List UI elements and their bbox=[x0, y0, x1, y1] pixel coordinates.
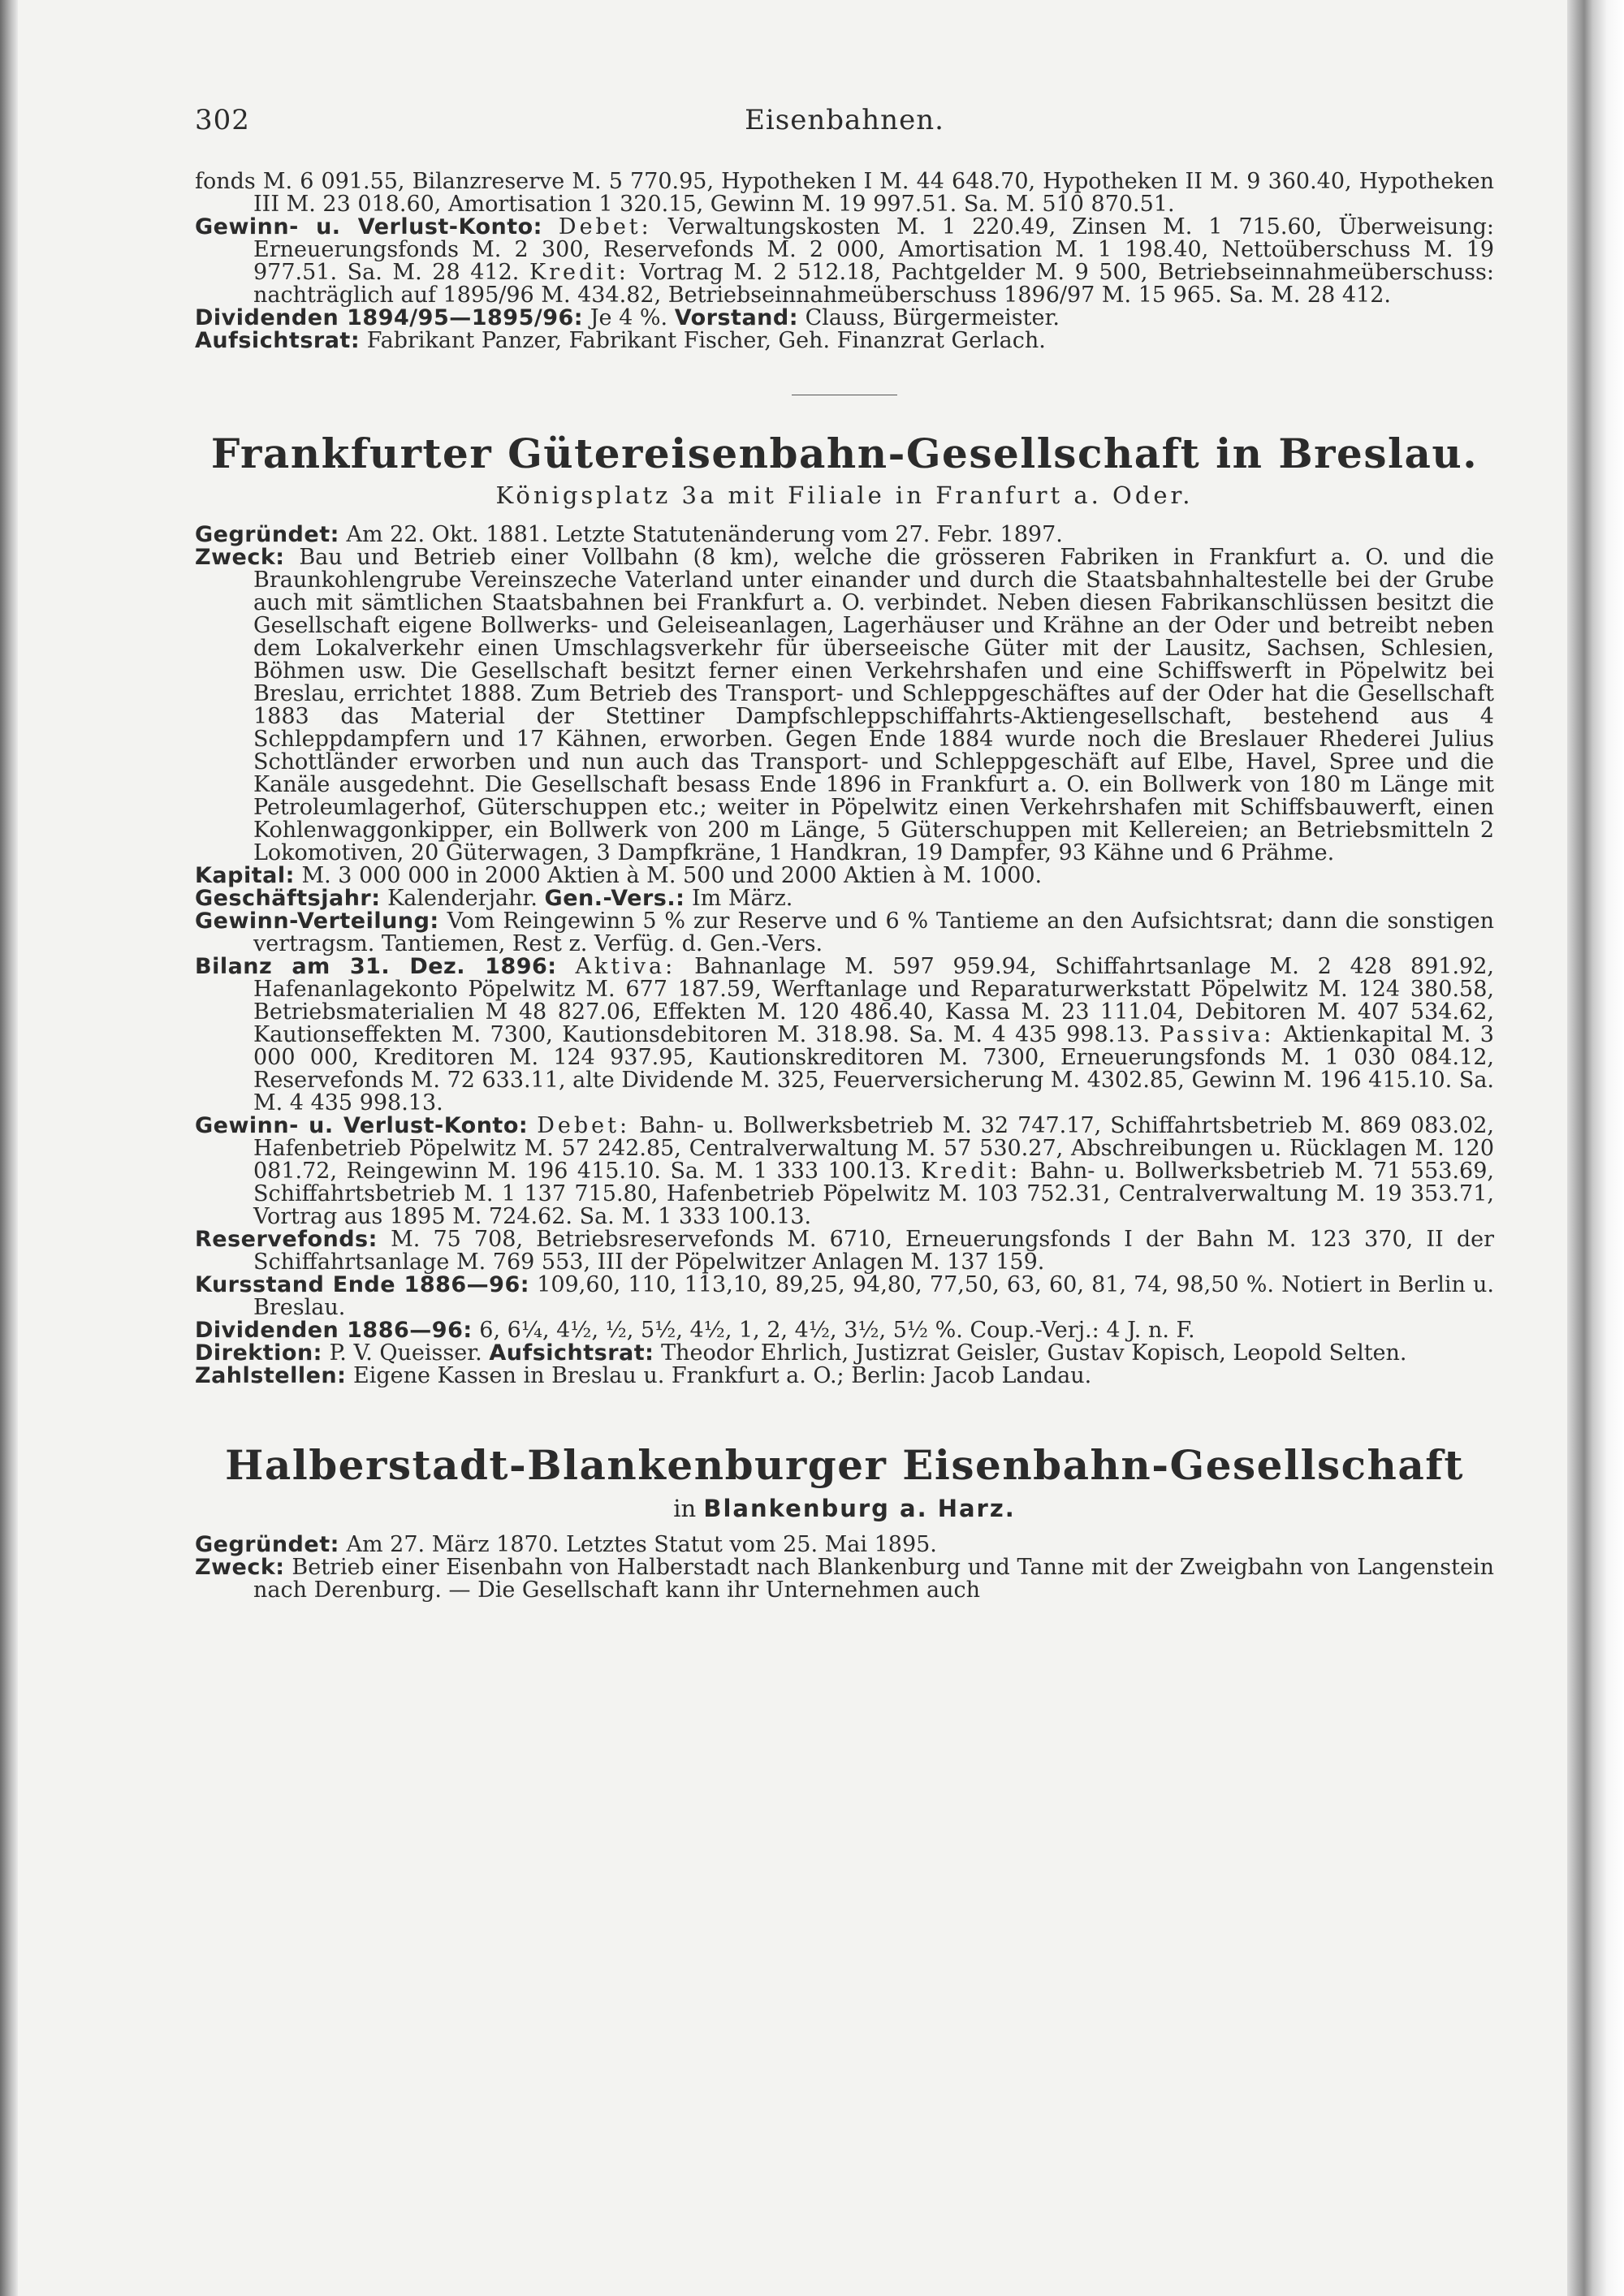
genvers-text: Im März. bbox=[692, 886, 793, 911]
hb-zweck-label: Zweck: bbox=[195, 1555, 285, 1580]
bilanz-passiva-text: Aktienkapital M. 3 000 000, Kreditoren M. 124 937.95, Kautionskreditoren M. 7300, Erneuerungsfonds M. 1 030 084.12, Reservefonds M. 72 633.11, alte Dividende M. 325, Feuerversicherung M. 4302.85, Gewinn M. 196 415.10. Sa. M. 4 435 998.13. bbox=[253, 1022, 1494, 1116]
genvers-label: Gen.-Vers.: bbox=[544, 886, 685, 911]
scan-edge-left bbox=[0, 0, 18, 2296]
bilanz-entry bbox=[195, 956, 1494, 1115]
page-header bbox=[195, 104, 1494, 136]
gegruendet-entry bbox=[195, 524, 1494, 546]
gewinn-verteilung-entry bbox=[195, 910, 1494, 956]
prev-guv-entry bbox=[195, 216, 1494, 307]
gegruendet-label: Gegründet: bbox=[195, 522, 339, 547]
gewinn-verteilung-text: Vom Reingewinn 5 % zur Reserve und 6 % Tantieme an den Aufsichtsrat; dann die sonstigen vertragsm. Tantiemen, Rest z. Verfüg. d. Gen.-Vers. bbox=[253, 908, 1494, 956]
guv-debet-text: Bahn- u. Bollwerksbetrieb M. 32 747.17, Schiffahrtsbetrieb M. 869 083.02, Hafenbetrieb Pöpelwitz M. 57 242.85, Centralverwaltung M. 57 530.27, Abschreibungen u. Rücklagen M. 120 081.72, Reingewinn M. 196 415.10. Sa. M. 1 333 100.13. bbox=[253, 1113, 1494, 1184]
zweck-label: Zweck: bbox=[195, 545, 285, 570]
prev-dividend-label: Dividenden 1894/95—1895/96: bbox=[195, 305, 584, 330]
location-prefix: in bbox=[673, 1495, 697, 1522]
running-title: Eisenbahnen. bbox=[745, 104, 944, 136]
direktion-text: P. V. Queisser. bbox=[329, 1340, 482, 1366]
prev-guv-text2: Vortrag M. 2 512.18, Pachtgelder M. 9 500, Betriebseinnahmeüberschuss: nachträglich auf 1895/96 M. 434.82, Betriebseinnahmeüberschuss 1896/97 M. 15 965. Sa. M. 28 412. bbox=[253, 260, 1494, 308]
aufsichtsrat-text: Theodor Ehrlich, Justizrat Geisler, Gustav Kopisch, Leopold Selten. bbox=[661, 1340, 1407, 1366]
prev-aufsichtsrat-entry bbox=[195, 330, 1494, 352]
prev-dividend-text: Je 4 %. bbox=[590, 305, 668, 330]
zahlstellen-entry bbox=[195, 1365, 1494, 1388]
company-address-frankfurt: Königsplatz 3a mit Filiale in Franfurt a. Oder. bbox=[495, 481, 1194, 509]
guv-kredit-text: Bahn- u. Bollwerksbetrieb M. 71 553.69, Schiffahrtsbetrieb M. 1 137 715.80, Hafenbetrieb Pöpelwitz M. 103 752.31, Centralverwaltung M. 19 353.71, Vortrag aus 1895 M. 724.62. Sa. M. 1 333 100.13. bbox=[253, 1159, 1494, 1229]
prev-guv-debet: Debet: bbox=[558, 214, 652, 240]
zahlstellen-text: Eigene Kassen in Breslau u. Frankfurt a. O.; Berlin: Jacob Landau. bbox=[353, 1363, 1092, 1388]
dividenden-text: 6, 6¼, 4½, ½, 5½, 4½, 1, 2, 4½, 3½, 5½ %. Coup.-Verj.: 4 J. n. F. bbox=[479, 1318, 1195, 1343]
prev-guv-text1: Verwaltungskosten M. 1 220.49, Zinsen M. 1 715.60, Überweisung: Erneuerungsfonds M. 2 300, Reservefonds M. 2 000, Amortisation M. 1 198.40, Nettoüberschuss M. 19 977.51. Sa. M. 28 412. bbox=[253, 214, 1494, 285]
prev-dividend-entry bbox=[195, 307, 1494, 330]
prev-fonds-entry bbox=[195, 170, 1494, 216]
reservefonds-text: M. 75 708, Betriebsreservefonds M. 6710, Erneuerungsfonds I der Bahn M. 123 370, II der Schiffahrtsanlage M. 769 553, III der Pöpelwitzer Anlagen M. 137 159. bbox=[253, 1227, 1494, 1275]
direktion-label: Direktion: bbox=[195, 1340, 322, 1366]
geschaeftsjahr-text: Kalenderjahr. bbox=[387, 886, 538, 911]
hb-gegruendet-label: Gegründet: bbox=[195, 1532, 339, 1557]
location-place: Blankenburg a. Harz. bbox=[703, 1495, 1016, 1522]
hb-gegruendet-entry bbox=[195, 1534, 1494, 1556]
kursstand-label: Kursstand Ende 1886—96: bbox=[195, 1272, 530, 1297]
prev-aufsichtsrat-text: Fabrikant Panzer, Fabrikant Fischer, Geh. Finanzrat Gerlach. bbox=[366, 328, 1046, 353]
zweck-entry bbox=[195, 546, 1494, 865]
prev-guv-label: Gewinn- u. Verlust-Konto: bbox=[195, 214, 542, 240]
hb-zweck-text: Betrieb einer Eisenbahn von Halberstadt nach Blankenburg und Tanne mit der Zweigbahn von Langenstein nach Derenburg. — Die Gesellschaft kann ihr Unternehmen auch bbox=[253, 1555, 1494, 1603]
page-body bbox=[195, 170, 1494, 1602]
bilanz-aktiva-label: Aktiva: bbox=[575, 954, 676, 979]
guv-debet-label: Debet: bbox=[537, 1113, 631, 1138]
section-gap bbox=[195, 1388, 1494, 1443]
company-title-frankfurt: Frankfurter Gütereisenbahn-Gesellschaft in Breslau. bbox=[210, 429, 1479, 477]
prev-guv-kredit: Kredit: bbox=[529, 260, 629, 285]
bilanz-label: Bilanz am 31. Dez. 1896: bbox=[195, 954, 557, 979]
kursstand-text: 109,60, 110, 113,10, 89,25, 94,80, 77,50, 63, 60, 81, 74, 98,50 %. Notiert in Berlin u. Breslau. bbox=[253, 1272, 1494, 1320]
prev-fonds-text: fonds M. 6 091.55, Bilanzreserve M. 5 770.95, Hypotheken I M. 44 648.70, Hypotheken II M. 9 360.40, Hypotheken III M. 23 018.60, Amortisation 1 320.15, Gewinn M. 19 997.51. Sa. M. 510 870.51. bbox=[195, 169, 1494, 217]
company-location-halberstadt bbox=[195, 1495, 1494, 1522]
kapital-label: Kapital: bbox=[195, 863, 295, 888]
geschaeftsjahr-label: Geschäftsjahr: bbox=[195, 886, 381, 911]
prev-vorstand-text: Clauss, Bürgermeister. bbox=[805, 305, 1060, 330]
dividenden-label: Dividenden 1886—96: bbox=[195, 1318, 473, 1343]
reservefonds-label: Reservefonds: bbox=[195, 1227, 378, 1252]
bilanz-aktiva-text: Bahnanlage M. 597 959.94, Schiffahrtsanlage M. 2 428 891.92, Hafenanlagekonto Pöpelwitz M. 677 187.59, Werftanlage und Reparaturwerkstatt Pöpelwitz M. 124 380.58, Betriebsmaterialien M 48 827.06, Effekten M. 120 486.40, Kassa M. 23 111.04, Debitoren M. 407 534.62, Kautionseffekten M. 7300, Kautionsdebitoren M. 318.98. Sa. M. 4 435 998.13. bbox=[253, 954, 1494, 1047]
zahlstellen-label: Zahlstellen: bbox=[195, 1363, 347, 1388]
guv-entry bbox=[195, 1115, 1494, 1228]
zweck-text: Bau und Betrieb einer Vollbahn (8 km), welche die grösseren Fabriken in Frankfurt a. O. und die Braunkohlengrube Vereinszeche Vaterland unter einander und durch die Staatsbahnhaltestelle bei der Grube auch mit sämtlichen Staatsbahnen bei Frankfurt a. O. verbindet. Neben diesen Fabrikanschlüssen besitzt die Gesellschaft eigene Bollwerks- und Geleiseanlagen, Lagerhäuser und Krähne an der Oder und betreibt neben dem Lokalverkehr einen Umschlagsverkehr für überseeische Güter mit der Lausitz, Sachsen, Schlesien, Böhmen usw. Die Gesellschaft besitzt ferner einen Verkehrshafen und eine Schiffswerft in Pöpelwitz bei Breslau, errichtet 1888. Zum Betrieb des Transport- und Schleppgeschäftes auf der Oder hat die Gesellschaft 1883 das Material der Stettiner Dampfschleppschiffahrts-Aktiengesellschaft, bestehend aus 4 Schleppdampfern und 17 Kähnen, erworben. Gegen Ende 1884 wurde noch die Breslauer Rhederei Julius Schottländer erworben und nun auch das Transport- und Schleppgeschäft auf Elbe, Havel, Spree und die Kanäle ausgedehnt. Die Gesellschaft besass Ende 1896 in Frankfurt a. O. ein Bollwerk von 180 m Länge mit Petroleumlagerhof, Güterschuppen etc.; weiter in Pöpelwitz einen Verkehrshafen mit Schiffsbauwerft, einen Kohlenwaggonkipper, ein Bollwerk von 200 m Länge, 5 Güterschuppen mit Kellereien; an Betriebsmitteln 2 Lokomotiven, 20 Güterwagen, 3 Dampfkräne, 1 Handkran, 19 Dampfer, 93 Kähne und 6 Prähme. bbox=[253, 545, 1494, 865]
kursstand-entry bbox=[195, 1274, 1494, 1319]
hb-gegruendet-text: Am 27. März 1870. Letztes Statut vom 25. Mai 1895. bbox=[346, 1532, 937, 1557]
bilanz-passiva-label: Passiva: bbox=[1159, 1022, 1275, 1047]
prev-vorstand-label: Vorstand: bbox=[674, 305, 799, 330]
direktion-entry bbox=[195, 1342, 1494, 1365]
page-number: 302 bbox=[195, 104, 250, 136]
hb-zweck-entry bbox=[195, 1556, 1494, 1602]
guv-kredit-label: Kredit: bbox=[921, 1159, 1021, 1184]
dividenden-entry bbox=[195, 1319, 1494, 1342]
gegruendet-text: Am 22. Okt. 1881. Letzte Statutenänderung vom 27. Febr. 1897. bbox=[346, 522, 1063, 547]
kapital-text: M. 3 000 000 in 2000 Aktien à M. 500 und 2000 Aktien à M. 1000. bbox=[301, 863, 1043, 888]
gewinn-verteilung-label: Gewinn-Verteilung: bbox=[195, 908, 439, 934]
geschaeftsjahr-entry bbox=[195, 887, 1494, 910]
reservefonds-entry bbox=[195, 1228, 1494, 1274]
guv-label: Gewinn- u. Verlust-Konto: bbox=[195, 1113, 529, 1138]
aufsichtsrat-label: Aufsichtsrat: bbox=[489, 1340, 654, 1366]
prev-aufsichtsrat-label: Aufsichtsrat: bbox=[195, 328, 361, 353]
scan-edge-right bbox=[1567, 0, 1624, 2296]
kapital-entry bbox=[195, 865, 1494, 887]
company-title-halberstadt: Halberstadt-Blankenburger Eisenbahn-Gesellschaft bbox=[225, 1441, 1464, 1489]
